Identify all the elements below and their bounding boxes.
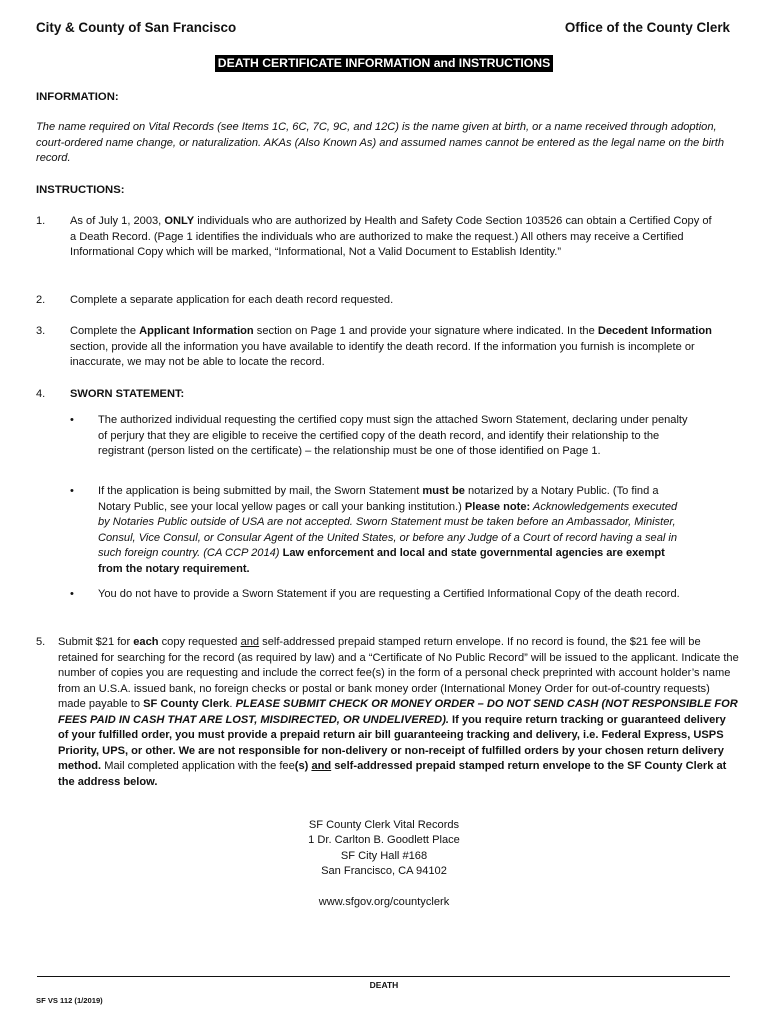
text-run: notarized by a Notary Public. (To find a Notary Public, see your local yellow pages or call your banking institution.) xyxy=(98,485,659,513)
header-city-county: City & County of San Francisco xyxy=(36,20,237,35)
address-line-3: SF City Hall #168 xyxy=(340,850,428,862)
bullet-body: The authorized individual requesting the certified copy must sign the attached Sworn Statement, declaring under penalty of perjury that they are eligible to receive the certified copy of the death record, and identify their relationship to the registrant (person listed on the certificate) – the relationship must be one of those identified on Page 1. xyxy=(98,414,688,457)
bullet-body: You do not have to provide a Sworn Statement if you are requesting a Certified Informational Copy of the death record. xyxy=(98,588,680,600)
title-wrapper xyxy=(0,55,768,73)
footer-divider xyxy=(37,976,730,977)
text-run: Mail completed application with the fee xyxy=(101,760,295,772)
form-id: SF VS 112 (1/2019) xyxy=(36,996,103,1005)
sworn-bullet-1 xyxy=(70,413,690,460)
text-run-bold: If you require return tracking or guaranteed delivery of your fulfilled order, you must provide a prepaid return air bill guaranteeing tracking and delivery, i.e. Federal Express, USPS Priority, UPS, or other. We are not responsible for non-delivery or non-receipt of fulfilled orders by your chosen return delivery method. xyxy=(58,713,726,772)
bullet-glyph: • xyxy=(70,414,74,426)
text-run-bold: (s) xyxy=(294,760,309,772)
text-run-bold: Law enforcement and local and state governmental agencies are exempt from the notary requirement. xyxy=(98,547,665,575)
text-run-bold: SF County Clerk xyxy=(143,698,230,710)
item-number: 1. xyxy=(36,215,46,227)
address-line-1: SF County Clerk Vital Records xyxy=(308,819,460,831)
bullet-glyph: • xyxy=(70,485,74,497)
header-office: Office of the County Clerk xyxy=(564,20,730,35)
document-title: DEATH CERTIFICATE INFORMATION and INSTRUCTIONS xyxy=(215,55,553,72)
information-heading: INFORMATION: xyxy=(36,91,119,103)
text-run: . xyxy=(229,698,236,710)
text-run: copy requested xyxy=(158,636,241,648)
text-run-bold: must be xyxy=(422,485,465,497)
text-run: section, provide all the information you have available to identify the death record. If the information you furnish is incomplete or inaccurate, we may not be able to locate the record. xyxy=(70,340,695,368)
text-run-bold: self-addressed prepaid stamped return envelope to the SF County Clerk at the address below. xyxy=(58,760,727,788)
text-run: Submit $21 for xyxy=(58,636,134,648)
sworn-bullet-2 xyxy=(70,484,690,577)
bullet-glyph: • xyxy=(70,588,74,600)
text-run-bold: Applicant Information xyxy=(139,325,254,337)
text-run-underline: and xyxy=(240,636,260,648)
text-run: individuals who are authorized by Health and Safety Code Section 103526 can obtain a Certified Copy of a Death Record. (Page 1 identifies the individuals who are authorized to make the request.) All others may receive a Certified Informational Copy which will be marked, “Informational, Not a Valid Document to Establish Identity.” xyxy=(70,215,712,258)
text-run: If the application is being submitted by mail, the Sworn Statement xyxy=(98,485,423,497)
item-body xyxy=(70,324,720,371)
instruction-item-3 xyxy=(36,324,736,371)
item-body: Complete a separate application for each death record requested. xyxy=(70,294,394,306)
item-number: 3. xyxy=(36,325,46,337)
instruction-item-4 xyxy=(36,387,736,403)
information-text: The name required on Vital Records (see Items 1C, 6C, 7C, 9C, and 12C) is the name given at birth, or a name received through adoption, court-ordered name change, or naturalization. AKAs (Also Known As) and assumed names cannot be entered as the legal name on the birth record. xyxy=(36,121,725,164)
text-run-bold: Decedent Information xyxy=(597,325,712,337)
text-run-bold: each xyxy=(133,636,159,648)
text-run-bold: ONLY xyxy=(164,215,195,227)
item-body xyxy=(70,214,720,261)
item-number: 4. xyxy=(36,388,46,400)
text-run: Complete the xyxy=(70,325,140,337)
sworn-bullet-3 xyxy=(70,587,690,603)
text-run-bold-underline: and xyxy=(311,760,332,772)
address-line-2: 1 Dr. Carlton B. Goodlett Place xyxy=(308,834,460,846)
text-run: As of July 1, 2003, xyxy=(70,215,165,227)
text-run-italic: Acknowledgements executed by Notaries Public outside of USA are not accepted. Sworn Statement must be taken before an Ambassador, Minister, Consul, Vice Consul, or Consular Agent of the United States, or before any Judge of a Court of record having a seal in such foreign country. (CA CCP 2014) xyxy=(98,500,678,559)
instruction-item-1 xyxy=(36,214,736,261)
text-run-bold-italic: PLEASE SUBMIT CHECK OR MONEY ORDER – DO NOT SEND CASH (NOT RESPONSIBLE FOR FEES PAID IN CASH THAT ARE LOST, MISDIRECTED, OR UNDELIVERED). xyxy=(58,698,738,726)
item-number: 5. xyxy=(36,636,46,648)
website-link[interactable]: www.sfgov.org/countyclerk xyxy=(318,896,450,908)
item-number: 2. xyxy=(36,294,46,306)
instructions-heading: INSTRUCTIONS: xyxy=(36,184,125,196)
text-run: section on Page 1 and provide your signature where indicated. In the xyxy=(253,325,598,337)
instruction-item-5 xyxy=(36,635,739,790)
address-line-4: San Francisco, CA 94102 xyxy=(321,865,447,877)
sworn-statement-heading: SWORN STATEMENT: xyxy=(70,388,185,400)
item-body xyxy=(58,635,739,790)
bullet-body xyxy=(98,484,688,577)
instruction-item-2 xyxy=(36,293,736,309)
text-run-bold: Please note: xyxy=(464,500,531,513)
footer-form-type: DEATH xyxy=(369,980,399,990)
text-run: self-addressed prepaid stamped return envelope. If no record is found, the $21 fee will be retained for searching for the record (as required by law) and a “Certificate of No Public Record” will be issued to the applicant. Indicate the number of copies you are requesting and include the correct fee(s) in the form of a personal check preprinted with account holder’s name from an U.S.A. issued bank, no foreign checks or postal or bank money order (International Money Order for out-of-country requests) made payable to xyxy=(58,636,739,710)
